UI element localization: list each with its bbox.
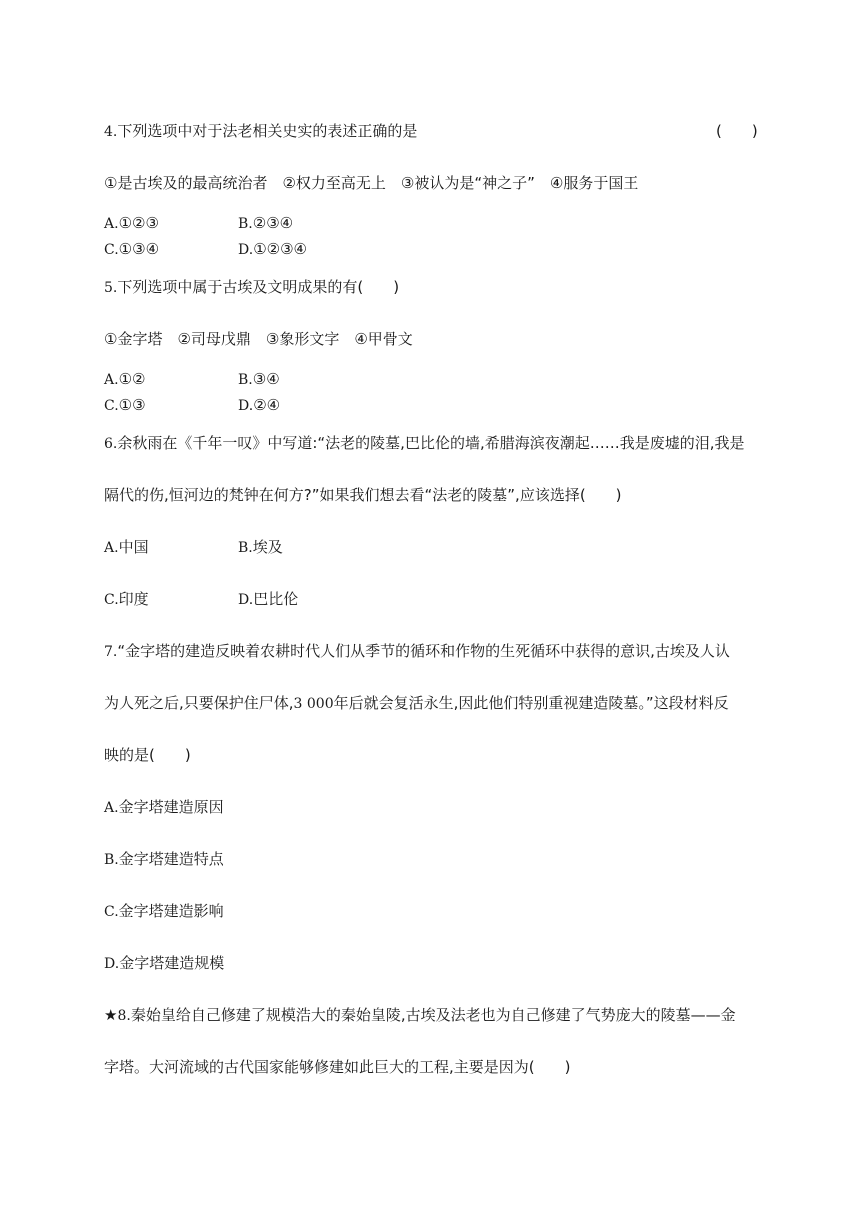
question-number: 4. [104,124,118,140]
option-letter: D. [238,398,254,414]
option-a [104,797,224,818]
question-text: 秦始皇给自己修建了规模浩大的秦始皇陵,古埃及法老也为自己修建了气势庞大的陵墓——金 [130,1006,736,1024]
option-text: ②④ [253,396,281,414]
option-letter: D. [238,592,254,608]
question-number: 8. [117,1008,131,1024]
option-text: 巴比伦 [253,590,299,608]
option-text: 印度 [118,590,149,608]
option-letter: B. [104,852,119,868]
option-a [104,213,159,234]
option-letter: C. [104,904,119,920]
option-text: 金字塔建造影响 [118,902,224,920]
option-text: 金字塔建造特点 [118,850,224,868]
question-8-line-1 [104,1005,736,1026]
option-c [104,589,149,610]
option-letter: B. [238,216,253,232]
question-7-line-2 [104,693,729,714]
option-d [104,953,224,974]
option-a [104,537,149,558]
question-number: 5. [104,280,118,296]
question-5-stem [104,277,399,298]
question-4-stem [104,121,417,142]
answer-blank: ( ) [716,122,758,140]
option-letter: A. [104,540,119,556]
question-4-statements: ①是古埃及的最高统治者 ②权力至高无上 ③被认为是“神之子” ④服务于国王 [104,174,639,192]
question-5-statements: ①金字塔 ②司母戊鼎 ③象形文字 ④甲骨文 [104,330,413,348]
question-text: 余秋雨在《千年一叹》中写道:“法老的陵墓,巴比伦的墙,希腊海滨夜潮起……我是废墟的泪,我是 [117,434,745,452]
question-8-line-2: 字塔。大河流域的古代国家能够修建如此巨大的工程,主要是因为( ) [104,1058,571,1076]
option-text: 中国 [118,538,149,556]
option-letter: C. [104,242,119,258]
option-text: ②③④ [252,214,294,232]
question-text: 下列选项中对于法老相关史实的表述正确的是 [117,122,418,140]
option-b [238,369,280,390]
question-text: “金字塔的建造反映着农耕时代人们从季节的循环和作物的生死循环中获得的意识,古埃及人认 [117,642,730,660]
option-letter: C. [104,398,119,414]
option-text: ①② [118,370,146,388]
star-icon: ★ [104,1006,118,1024]
question-text: 年后就会复活永生,因此他们特别重视建造陵墓。”这段材料反 [333,694,729,712]
option-text: 埃及 [252,538,283,556]
question-7-line-3: 映的是( ) [104,746,191,764]
question-text: 为人死之后,只要保护住尸体, [104,694,294,712]
option-letter: D. [238,242,254,258]
question-6-line-2: 隔代的伤,恒河边的梵钟在何方?”如果我们想去看“法老的陵墓”,应该选择( ) [104,486,622,504]
option-b [104,849,224,870]
option-text: 金字塔建造原因 [118,798,224,816]
option-c [104,239,159,260]
question-text: 下列选项中属于古埃及文明成果的有( ) [117,278,400,296]
option-letter: C. [104,592,119,608]
option-letter: A. [104,800,119,816]
option-letter: B. [238,540,253,556]
option-b [238,537,283,558]
year-number: 3 000 [293,696,334,712]
option-c [104,901,224,922]
option-text: ③④ [252,370,280,388]
option-letter: A. [104,216,119,232]
option-text: ①②③ [118,214,159,232]
option-letter: B. [238,372,253,388]
option-d [238,589,298,610]
option-text: ①②③④ [253,240,307,258]
option-a [104,369,145,390]
question-number: 6. [104,436,118,452]
question-6-line-1 [104,433,745,454]
option-letter: A. [104,372,119,388]
question-number: 7. [104,644,118,660]
question-7-line-1 [104,641,730,662]
option-b [238,213,293,234]
option-c [104,395,146,416]
option-text: 金字塔建造规模 [119,954,225,972]
option-d [238,395,280,416]
option-text: ①③④ [118,240,160,258]
option-text: ①③ [118,396,146,414]
option-d [238,239,307,260]
option-letter: D. [104,956,120,972]
